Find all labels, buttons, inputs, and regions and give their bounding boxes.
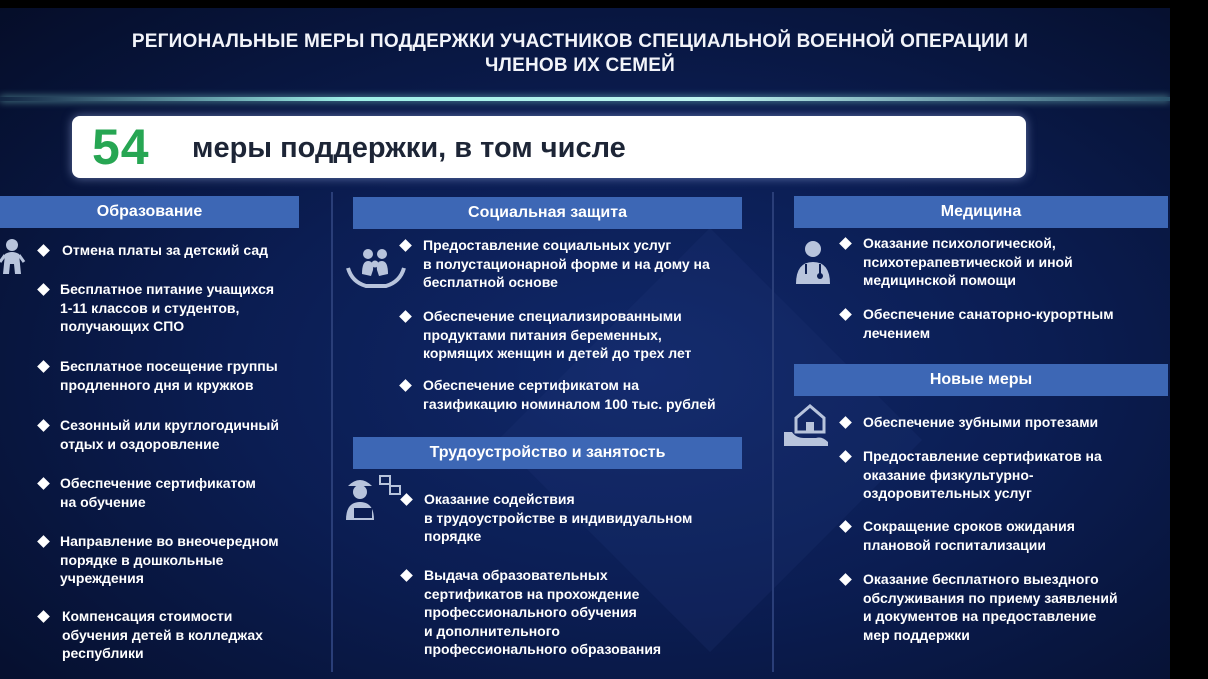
page-title [30,30,1130,78]
new-measure-item: Сокращение сроков ожидания плановой госпитализации [863,518,1075,553]
education-item: Обеспечение сертификатом на обучение [60,475,256,510]
new-measure-item: Оказание бесплатного выездного обслуживания по приему заявлений и документов на предоставление мер поддержки [863,571,1118,643]
right-border [1170,0,1208,679]
employment-header: Трудоустройство и занятость [353,437,742,469]
education-item: Отмена платы за детский сад [62,242,268,258]
child-icon [0,238,26,276]
medicine-header: Медицина [794,196,1168,228]
bullet-icon [399,310,412,323]
bullet-icon [839,573,852,586]
bullet-icon [400,493,413,506]
education-item: Направление во внеочередном порядке в дошкольные учреждения [60,533,279,586]
family-hands-icon [346,246,406,292]
bullet-icon [399,379,412,392]
measures-count-text: меры поддержки, в том числе [192,132,626,164]
bullet-icon [839,308,852,321]
social-header: Социальная защита [353,197,742,229]
bullet-icon [37,360,50,373]
education-item: Бесплатное питание учащихся 1-11 классов и студентов, получающих СПО [60,281,275,334]
bullet-icon [400,569,413,582]
bullet-icon [839,520,852,533]
measures-count-banner [72,116,1026,178]
measures-count: 54 [92,119,150,175]
social-item: Обеспечение сертификатом на газификацию номиналом 100 тыс. рублей [423,377,716,412]
bullet-icon [37,477,50,490]
education-item: Бесплатное посещение группы продленного дня и кружков [60,358,278,393]
new-measures-header: Новые меры [794,364,1168,396]
column-divider [772,192,774,672]
bullet-icon [37,610,50,623]
title-underline [0,97,1170,101]
new-measure-item: Предоставление сертификатов на оказание физкультурно- оздоровительных услуг [863,448,1102,501]
medicine-item: Оказание психологической, психотерапевтической и иной медицинской помощи [863,235,1073,288]
social-item: Обеспечение специализированными продуктами питания беременных, кормящих женщин и детей до трех лет [423,308,692,361]
education-header: Образование [0,196,299,228]
employment-item: Оказание содействия в трудоустройстве в индивидуальном порядке [424,491,693,544]
bullet-icon [839,237,852,250]
title-line-1: РЕГИОНАЛЬНЫЕ МЕРЫ ПОДДЕРЖКИ УЧАСТНИКОВ СПЕЦИАЛЬНОЙ ВОЕННОЙ ОПЕРАЦИИ И [131,31,1029,52]
bullet-icon [37,244,50,257]
social-item: Предоставление социальных услуг в полустационарной форме и на дому на бесплатной основе [423,237,710,290]
education-item: Сезонный или круглогодичный отдых и оздоровление [60,417,279,452]
house-hand-icon [782,402,834,448]
title-line-2: ЧЛЕНОВ ИХ СЕМЕЙ [484,55,675,76]
doctor-icon [794,240,832,284]
column-divider [331,192,333,672]
worker-computer-icon [340,472,402,524]
top-border [0,0,1208,8]
bullet-icon [37,535,50,548]
education-item: Компенсация стоимости обучения детей в колледжах республики [62,608,263,661]
bullet-icon [37,419,50,432]
new-measure-item: Обеспечение зубными протезами [863,414,1099,430]
bullet-icon [37,283,50,296]
employment-item: Выдача образовательных сертификатов на прохождение профессионального обучения и дополнительного профессионального образования [424,567,662,657]
medicine-item: Обеспечение санаторно-курортным лечением [863,306,1114,341]
